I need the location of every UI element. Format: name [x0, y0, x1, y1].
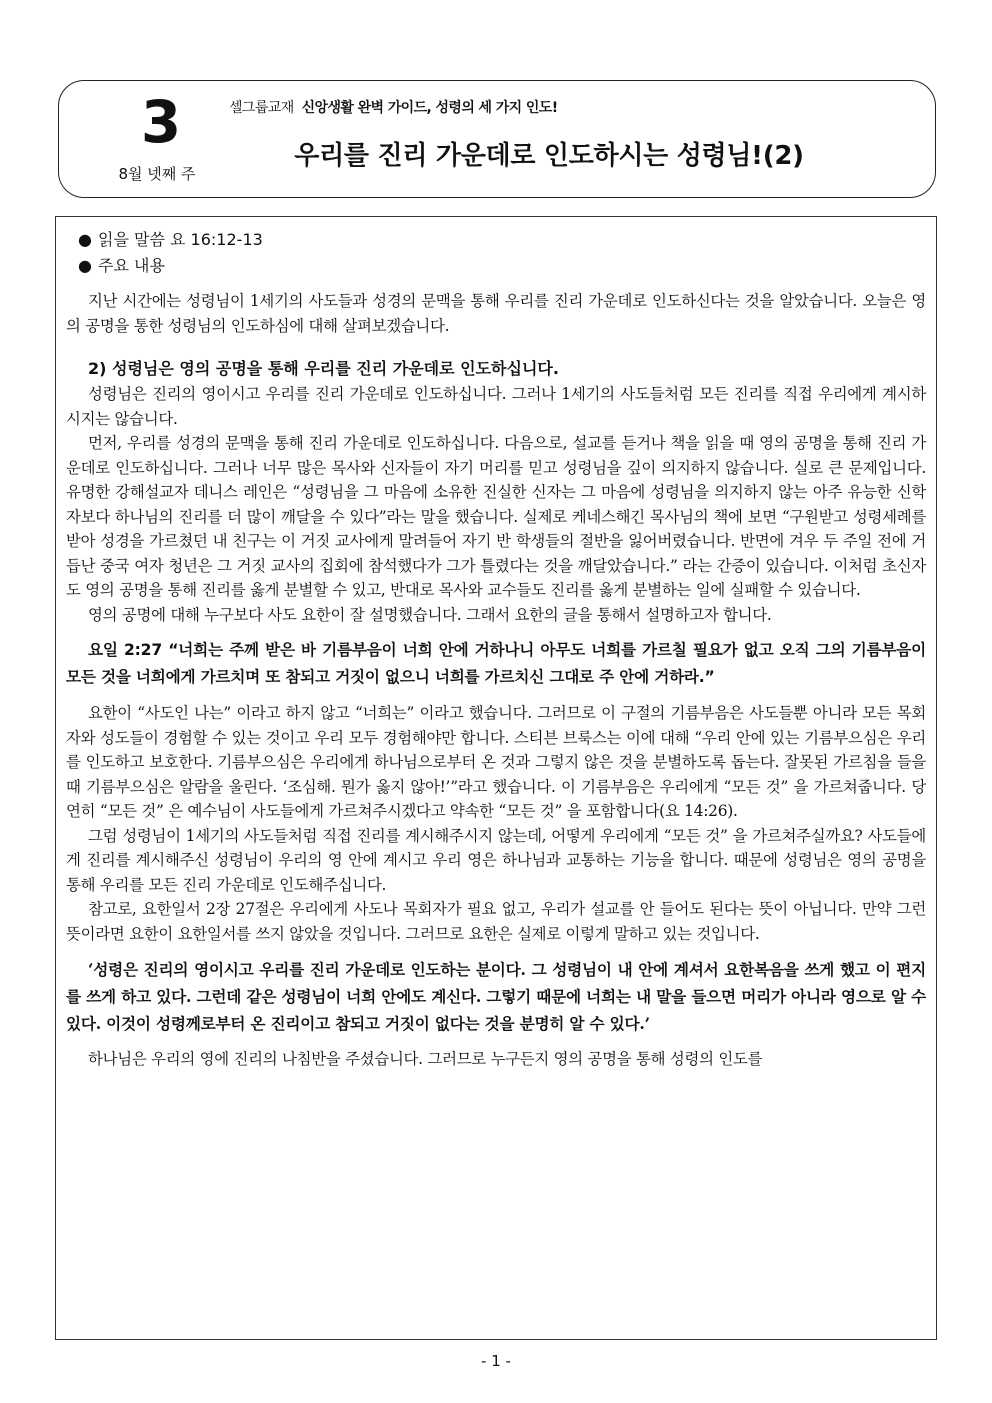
scripture-verse: 요일 2:27 “너희는 주께 받은 바 기름부음이 너희 안에 거하나니 아무도 너희를 가르칠 필요가 없고 오직 그의 기름부음이 모든 것을 너희에게 가르치며 또 참되고 거짓이 없으니 너희를 가르치신 그대로 주 안에 거하라.”	[66, 641, 926, 686]
main-content-line	[78, 253, 926, 279]
content-box	[55, 216, 937, 1340]
bullet-icon: ●	[78, 256, 92, 275]
intro-paragraph: 지난 시간에는 성령님이 1세기의 사도들과 성경의 문맥을 통해 우리를 진리 가운데로 인도하신다는 것을 알았습니다. 오늘은 영의 공명을 통한 성령님의 인도하심에 대해 살펴보겠습니다.	[66, 292, 926, 335]
paragraph-4: 요한이 “사도인 나는” 이라고 하지 않고 “너희는” 이라고 했습니다. 그러므로 이 구절의 기름부음은 사도들뿐 아니라 모든 목회자와 성도들이 경험할 수 있는 것이고 우리 모두 경험해야만 합니다. 스티븐 브룩스는 이에 대해 “우리 안에 있는 기름부으심은 우리를 인도하고 보호한다. 기름부으심은 우리에게 하나님으로부터 온 것과 그렇지 않은 것을 분별하도록 돕는다. 잘못된 가르침을 들을 때 기름부으심은 알람을 울린다. ‘조심해. 뭔가 옳지 않아!’”라고 했습니다. 이 기름부음은 우리에게 “모든 것” 을 가르쳐줍니다. 당연히 “모든 것” 은 예수님이 사도들에게 가르쳐주시겠다고 약속한 “모든 것” 을 포함합니다(요 14:26).	[66, 704, 926, 820]
main-content-label: 주요 내용	[98, 256, 165, 275]
lesson-header	[58, 80, 936, 198]
bullet-icon: ●	[78, 230, 92, 249]
paragraph-1: 성령님은 진리의 영이시고 우리를 진리 가운데로 인도하십니다. 그러나 1세기의 사도들처럼 모든 진리를 직접 우리에게 계시하시지는 않습니다.	[66, 385, 926, 428]
series-title: 신앙생활 완벽 가이드, 성령의 세 가지 인도!	[301, 100, 558, 116]
page-number: - 1 -	[481, 1352, 511, 1370]
series-line	[229, 97, 557, 117]
paragraph-6: 참고로, 요한일서 2장 27절은 우리에게 사도나 목회자가 필요 없고, 우리가 설교를 안 들어도 된다는 뜻이 아닙니다. 만약 그런 뜻이라면 요한이 요한일서를 쓰지 않았을 것입니다. 그러므로 요한은 실제로 이렇게 말하고 있는 것입니다.	[66, 900, 926, 943]
reading-reference: 요 16:12-13	[170, 230, 263, 249]
lesson-title: 우리를 진리 가운데로 인도하시는 성령님!(2)	[294, 141, 804, 171]
section-heading: 2) 성령님은 영의 공명을 통해 우리를 진리 가운데로 인도하십니다.	[88, 359, 559, 378]
content-body	[66, 227, 926, 1072]
paragraph-5: 그럼 성령님이 1세기의 사도들처럼 직접 진리를 계시해주시지 않는데, 어떻게 우리에게 “모든 것” 을 가르쳐주실까요? 사도들에게 진리를 계시해주신 성령님이 우리의 영 안에 계시고 우리 영은 하나님과 교통하는 기능을 합니다. 때문에 성령님은 영의 공명을 통해 우리를 모든 진리 가운데로 인도해주십니다.	[66, 826, 926, 894]
paragraph-2: 먼저, 우리를 성경의 문맥을 통해 진리 가운데로 인도하십니다. 다음으로, 설교를 듣거나 책을 읽을 때 영의 공명을 통해 진리 가운데로 인도하십니다. 그러나 너무 많은 목사와 신자들이 자기 머리를 믿고 성령님을 깊이 의지하지 않습니다. 실로 큰 문제입니다. 유명한 강해설교자 데니스 레인은 “성령님을 그 마음에 소유한 진실한 신자는 그 마음에 성령님을 의지하지 않는 아주 유능한 신학자보다 하나님의 진리를 더 많이 깨달을 수 있다”라는 말을 했습니다. 실제로 케네스해긴 목사님의 책에 보면 “구원받고 성령세례를 받아 성경을 가르쳤던 내 친구는 이 거짓 교사에게 말려들어 자기 반 학생들의 절반을 잃어버렸습니다. 반면에 겨우 두 주일 전에 거듭난 중국 여자 청년은 그 거짓 교사의 집회에 참석했다가 그가 틀렸다는 것을 깨달았습니다.” 라는 간증이 있습니다. 이처럼 초신자도 영의 공명을 통해 진리를 옳게 분별할 수 있고, 반대로 목사와 교수들도 진리를 옳게 분별하는 일에 실패할 수 있습니다.	[66, 434, 926, 599]
paragraph-3: 영의 공명에 대해 누구보다 사도 요한이 잘 설명했습니다. 그래서 요한의 글을 통해서 설명하고자 합니다.	[88, 605, 772, 624]
reading-label: 읽을 말씀	[98, 230, 165, 249]
paragraph-7: 하나님은 우리의 영에 진리의 나침반을 주셨습니다. 그러므로 누구든지 영의 공명을 통해 성령의 인도를	[88, 1050, 763, 1068]
highlight-quote: ‘성령은 진리의 영이시고 우리를 진리 가운데로 인도하는 분이다. 그 성령님이 내 안에 계셔서 요한복음을 쓰게 했고 이 편지를 쓰게 하고 있다. 그런데 같은 성령님이 너희 안에도 계신다. 그렇기 때문에 너희는 내 말을 들으면 머리가 아니라 영으로 알 수 있다. 이것이 성령께로부터 온 진리이고 참되고 거짓이 없다는 것을 분명히 알 수 있다.’	[66, 960, 926, 1033]
series-label: 셀그룹교재	[229, 100, 294, 116]
lesson-number: 3	[140, 88, 182, 156]
week-label: 8월 넷째 주	[118, 165, 196, 183]
reading-line	[78, 227, 926, 253]
